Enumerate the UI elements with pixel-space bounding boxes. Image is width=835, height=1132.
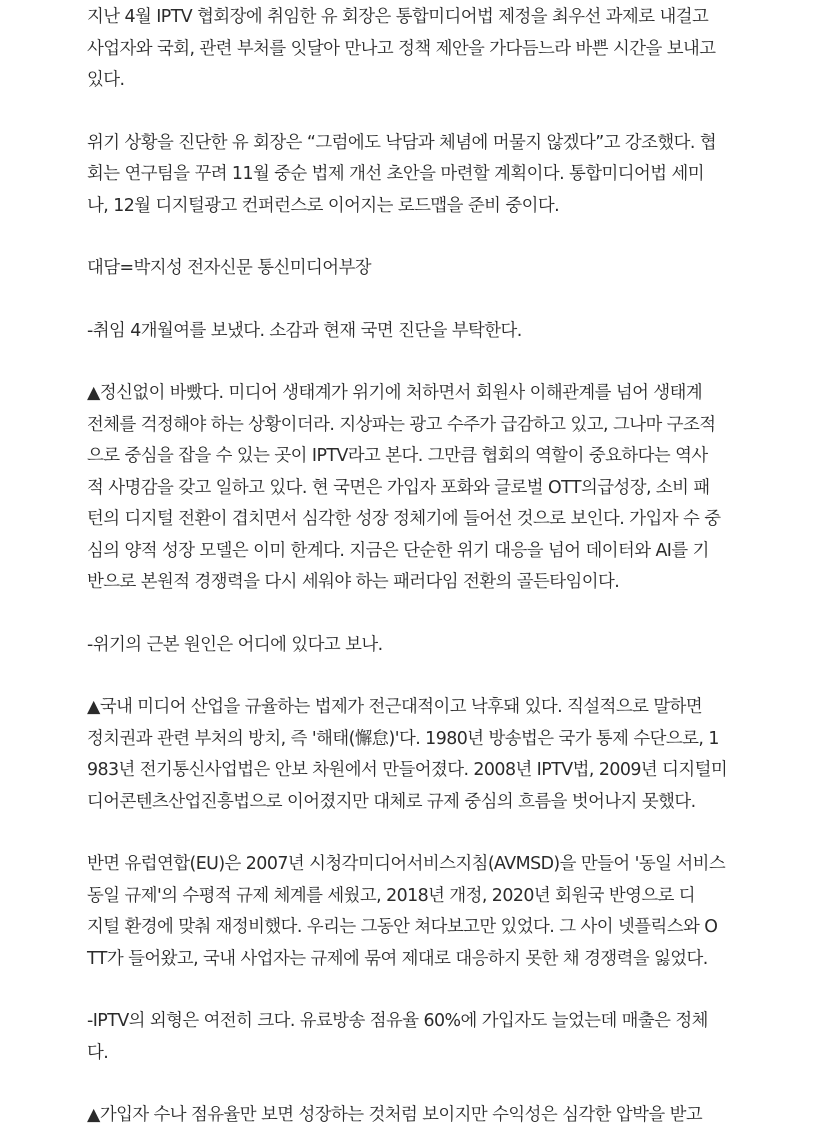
answer-2: ▲국내 미디어 산업을 규율하는 법제가 전근대적이고 낙후돼 있다. 직설적으로 말하면 정치권과 관련 부처의 방치, 즉 '해태(懈怠)'다. 1980년 방송법은 국가 통제 수단으로, 1 983년 전기통신사업법은 안보 차원에서 만들어졌다. 2008년 IPTV법, 2009년 디지털미 디어콘텐츠산업진흥법으로 이어졌지만 대체로 규제 중심의 흐름을 벗어나지 못했다. (87, 697, 728, 812)
answer-3: ▲가입자 수나 점유율만 보면 성장하는 것처럼 보이지만 수익성은 심각한 압박을 받고 (87, 1105, 703, 1125)
answer-1: ▲정신없이 바빴다. 미디어 생태계가 위기에 처하면서 회원사 이해관계를 넘어 생태계 전체를 걱정해야 하는 상황이더라. 지상파는 광고 수주가 급감하고 있고, 그나마 구조적 으로 중심을 잡을 수 있는 곳이 IPTV라고 본다. 그만큼 협회의 역할이 중요하다는 역사 적 사명감을 갖고 일하고 있다. 현 국면은 가입자 포화와 글로벌 OTT의급성장, 소비 패 턴의 디지털 전환이 겹치면서 심각한 성장 정체기에 들어선 것으로 보인다. 가입자 수 중 심의 양적 성장 모델은 이미 한계다. 지금은 단순한 위기 대응을 넘어 데이터와 AI를 기 반으로 본원적 경쟁력을 다시 세워야 하는 패러다임 전환의 골든타임이다. (87, 383, 721, 592)
question-1: -취임 4개월여를 보냈다. 소감과 현재 국면 진단을 부탁한다. (87, 320, 522, 341)
paragraph-eu: 반면 유럽연합(EU)은 2007년 시청각미디어서비스지침(AVMSD)을 만들어 '동일 서비스 동일 규제'의 수평적 규제 체계를 세웠고, 2018년 개정, 2020년 회원국 반영으로 디 지털 환경에 맞춰 재정비했다. 우리는 그동안 쳐다보고만 있었다. 그 사이 넷플릭스와 O TT가 들어왔고, 국내 사업자는 규제에 묶여 제대로 대응하지 못한 채 경쟁력을 잃었다. (87, 854, 726, 969)
question-2: -위기의 근본 원인은 어디에 있다고 보나. (87, 634, 383, 655)
question-3: -IPTV의 외형은 여전히 크다. 유료방송 점유율 60%에 가입자도 늘었는데 매출은 정체 다. (87, 1011, 708, 1063)
article-body (87, 0, 751, 1132)
paragraph-intro: 지난 4월 IPTV 협회장에 취임한 유 회장은 통합미디어법 제정을 최우선 과제로 내걸고 사업자와 국회, 관련 부처를 잇달아 만나고 정책 제안을 가다듬느라 바쁜 시간을 보내고 있다. (87, 7, 716, 90)
paragraph-diagnosis: 위기 상황을 진단한 유 회장은 “그럼에도 낙담과 체념에 머물지 않겠다”고 강조했다. 협 회는 연구팀을 꾸려 11월 중순 법제 개선 초안을 마련할 계획이다. 통합미디어법 세미 나, 12월 디지털광고 컨퍼런스로 이어지는 로드맵을 준비 중이다. (87, 132, 717, 216)
paragraph-interviewer: 대담=박지성 전자신문 통신미디어부장 (87, 258, 371, 278)
